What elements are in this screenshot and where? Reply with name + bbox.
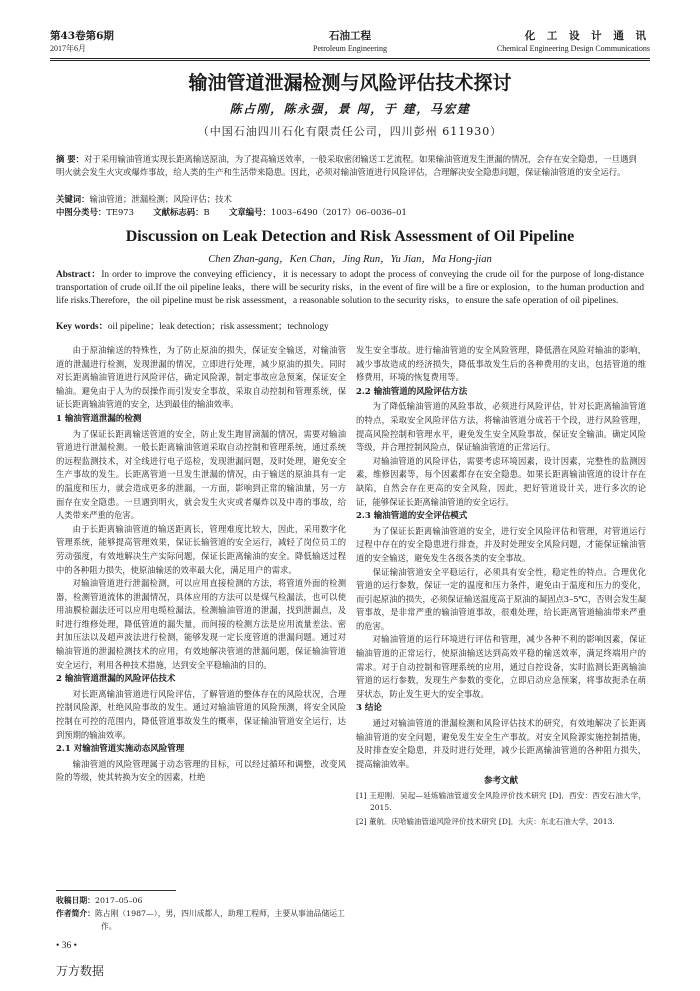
paragraph: 对输油管道进行泄漏检测，可以应用直接检测的方法，将管道外面的检测器，检测管道流体的泄漏情况，具体应用的方法可以是煤气检漏法，也可以使用油膜检漏法还可以应用电缆检漏法，检测输油管道的泄漏，找到泄漏点，及时进行维修处理，降低管道的漏失量，而间接的检测方法是应用流量差法、密封加压法以及超声波法进行检测，能够发现一定长度管道的泄漏问题。通过对输油管道的泄漏检测技术的应用，有效地解决管道的泄漏问题，保证输油管道安全运行，利用各种技术措施，达到安全平稳输油的目的。 (56, 578, 346, 670)
body-column-left (56, 344, 346, 785)
abstract-en (56, 269, 644, 308)
abstract-cn-text: 对于采用输油管道实现长距离输送原油，为了提高输送效率，一般采取密闭输送工艺流程。如果输油管道发生泄漏的情况，会存在安全隐患，一旦遇到明火就会发生火灾或爆炸事故，给人类的生产和生活带来隐患。因此，必须对输油管道进行风险评估，合理解决安全隐患问题，保证输油管道的安全运行。 (56, 154, 637, 177)
subsection-heading: 2.3 输油管道的安全评估模式 (356, 511, 468, 522)
paragraph: 对输油管道的运行环境进行评估和管理，减少各种不利的影响因素，保证输油管道的正常运行，使原油输送达到高效平稳的输送效率，满足终端用户的需求。对于自动控制和管理系统的应用，通过自控设备，实时监测长距离输油管道的运行参数，发现生产参数的变化，立即启动应急预案，将事故扼杀在萌芽状态，防止发生更大的安全事故。 (356, 634, 646, 699)
section-heading: 1 输油管道泄漏的检测 (56, 413, 142, 424)
authors-en: Chen Zhan-gang，Ken Chan，Jing Run，Yu Jian，Ma Hong-jian (208, 254, 492, 265)
wanfang-watermark: 万方数据 (56, 964, 105, 978)
article-no-label: 文章编号： (229, 207, 271, 217)
author-bio (56, 907, 346, 933)
received-date (56, 894, 346, 907)
header-rule-thin (50, 60, 650, 61)
paragraph: 为了保证长距离输油管道的安全，进行安全风险评估和管理，对管道运行过程中存在的安全隐患进行排查，并及时处理安全风险问题，才能保证输油管道的安全输送，避免发生各级各类的安全事故。 (356, 525, 646, 563)
paragraph: 对长距离输油管道进行风险评估，了解管道的整体存在的风险状况，合理控制风险源，杜绝风险事故的发生。通过对输油管道的风险预测，将安全风险控制在可控的范围内，降低管道事故发生的概率，保证输油管道安全运行，达到预期的输油效率。 (56, 688, 346, 740)
classification-line (56, 206, 644, 219)
page-title: 输油管道泄漏检测与风险评估技术探讨 (188, 72, 512, 94)
doc-code-value: B (203, 207, 210, 217)
journal-name-cn: 石油工程 (329, 30, 371, 42)
keywords-cn-label: 关键词： (56, 194, 90, 204)
section-heading: 2 输油管道泄漏的风险评估技术 (56, 674, 176, 685)
title-en: Discussion on Leak Detection and Risk Assessment of Oil Pipeline (125, 228, 575, 245)
paragraph: 保证输油管道安全平稳运行，必须具有安全性，稳定性的特点。合理优化管道的运行参数，保证一定的温度和压力条件，避免由于温度和压力的变化，而引起原油的损失，必须保证输送温度高于原油的凝固点3–5℃，否则会发生凝管事故，是非常严重的输油管道事故，很难处理，给长距离管道输油带来严重的危害。 (356, 566, 646, 631)
keywords-cn (56, 193, 644, 206)
publication-name-en: Chemical Engineering Design Communications (496, 44, 650, 53)
paragraph: 为了保证长距离输送管道的安全，防止发生跑冒滴漏的情况，需要对输油管道进行泄漏检测。一般长距离输油管道采取自动控制和管理系统，通过系统的远程监测技术，对全线进行电子巡检，发现泄漏问题，及时处理，避免安全生产事故的发生。长距离管道一旦发生泄漏的情况，由于输送的原油具有一定的温度和压力，就会造成更多的泄漏，一方面，影响到正常的输油量，另一方面存在安全隐患。一旦遇到明火，就会发生火灾或者爆炸以及中毒的事故，给人类带来严重的危害。 (56, 428, 346, 521)
abstract-cn-label: 摘 要： (56, 154, 85, 164)
paragraph: 输油管道的风险管理属于动态管理的目标，可以经过循环和调整，改变风险的等级，使其转换为安全的因素，杜绝 (56, 758, 346, 783)
publication-name-cn: 化 工 设 计 通 讯 (524, 30, 650, 42)
journal-name-en: Petroleum Engineering (313, 44, 387, 53)
header-rule (50, 58, 650, 59)
clc-value: TE973 (106, 207, 134, 217)
paragraph: 对输油管道的风险评估，需要考虑环境因素，设计因素，完整性的监测因素，维修因素等，每个因素都存在安全隐患。如果长距离输油管道的设计存在缺陷，自然会存在更高的安全风险，因此，把好管道设计关，进行多次的论证，能够保证长距离输油管道的安全运行。 (356, 455, 646, 507)
keywords-en-text: oil pipeline；leak detection；risk assessment；technology (107, 322, 329, 332)
affiliation-cn: （中国石油四川石化有限责任公司，四川彭州 611930） (197, 125, 503, 138)
abstract-en-label: Abstract： (56, 270, 102, 280)
doc-code-label: 文献标志码： (153, 207, 204, 217)
paragraph: 由于长距离输油管道的输送距离长，管理难度比较大，因此，采用数字化管理系统，能够提高管理效果，保证长输管道的安全运行，减轻了岗位员工的劳动强度，有效地解决生产实际问题，保证长距离输油的安全。降低输送过程中的各种阻力损失，使原油输送的效率最大化，满足用户的需求。 (56, 523, 346, 575)
references-title: 参考文献 (483, 776, 518, 787)
received-label: 收稿日期： (56, 896, 95, 905)
body-column-right (356, 344, 646, 830)
reference-item: [1] 王迎刚．吴起—延炼输油管道安全风险评价技术研究 [D]．西安：西安石油大学，2015. (356, 791, 646, 812)
keywords-cn-text: 输油管道；泄漏检测；风险评估；技术 (89, 194, 232, 204)
paragraph: 为了降低输油管道的风险事故，必须进行风险评估，针对长距离输油管道的特点，采取安全风险评估方法，将输油管道分成若干个段，进行风险管理，提高风险控制和管理水平，避免发生安全风险事故，保证安全输油。确定风险等级，并合理控制风险点，保证输油管道的正常运行。 (356, 401, 646, 453)
author-bio-text: 陈占刚（1987—），男，四川成都人，助理工程师，主要从事油品储运工作。 (94, 909, 345, 931)
page-number: • 36 • (56, 941, 77, 951)
section-heading: 3 结论 (356, 703, 382, 714)
keywords-en-label: Key words： (56, 322, 108, 332)
paragraph: 由于原油输送的特殊性，为了防止原油的损失，保证安全输送，对输油管道的泄漏进行检测，发现泄漏的情况，立即进行处理，减少原油的损失。同时对长距离输油管道进行风险评估，确定风险源，制定事故应急预案，保证安全输油。避免由于人为的误操作而引发安全事故，采取自动控制和管理系统，保证长距离输油管道的安全，达到最佳的输油效率。 (56, 345, 346, 410)
paragraph: 发生安全事故。进行输油管道的安全风险管理，降低潜在风险对输油的影响，减少事故造成的经济损失，降低事故发生后的各种费用的支出，包括管道的维修费用，环境的恢复费用等。 (356, 345, 646, 383)
authors-cn: 陈占刚，陈永强，景 闯，于 建，马宏建 (229, 102, 471, 116)
references-list (356, 790, 646, 828)
author-bio-label: 作者简介： (56, 909, 95, 918)
journal-date: 2017年6月 (50, 44, 86, 53)
clc-label: 中图分类号： (56, 207, 107, 217)
abstract-cn (56, 153, 644, 179)
subsection-heading: 2.2 输油管道的风险评估方法 (356, 386, 468, 397)
footnote (56, 894, 346, 933)
journal-volume: 第43卷第6期 (50, 30, 114, 42)
keywords-en (56, 321, 644, 334)
reference-item: [2] 董航．庆哈输油管道风险评价技术研究 [D]．大庆：东北石油大学，2013. (356, 817, 615, 826)
subsection-heading: 2.1 对输油管道实施动态风险管理 (56, 744, 185, 755)
article-no-value: 1003–6490（2017）06–0036–01 (270, 207, 407, 217)
footnote-rule (56, 890, 176, 891)
received-value: 2017–05–06 (94, 896, 143, 905)
paragraph: 通过对输油管道的泄漏检测和风险评估技术的研究，有效地解决了长距离输油管道的安全问题，避免发生安全生产事故。对安全风险源实施控制措施，及时排查安全隐患，并及时进行处理，减少长距离输油管道的各种阻力损失，提高输油效率。 (356, 718, 646, 769)
abstract-en-text: In order to improve the conveying efficiency，it is necessary to adopt the process of conveying the crude oil for the purpose of long-distance transportation of crude oil.If the oil pipeline leaks，there will be security risks，in the event of fire will be a fire or explosion，to the human production and life risks.Therefore，the oil pipeline must be risk assessment，a reasonable solution to the security risks，to ensure the safe operation of oil pipelines. (56, 270, 644, 306)
